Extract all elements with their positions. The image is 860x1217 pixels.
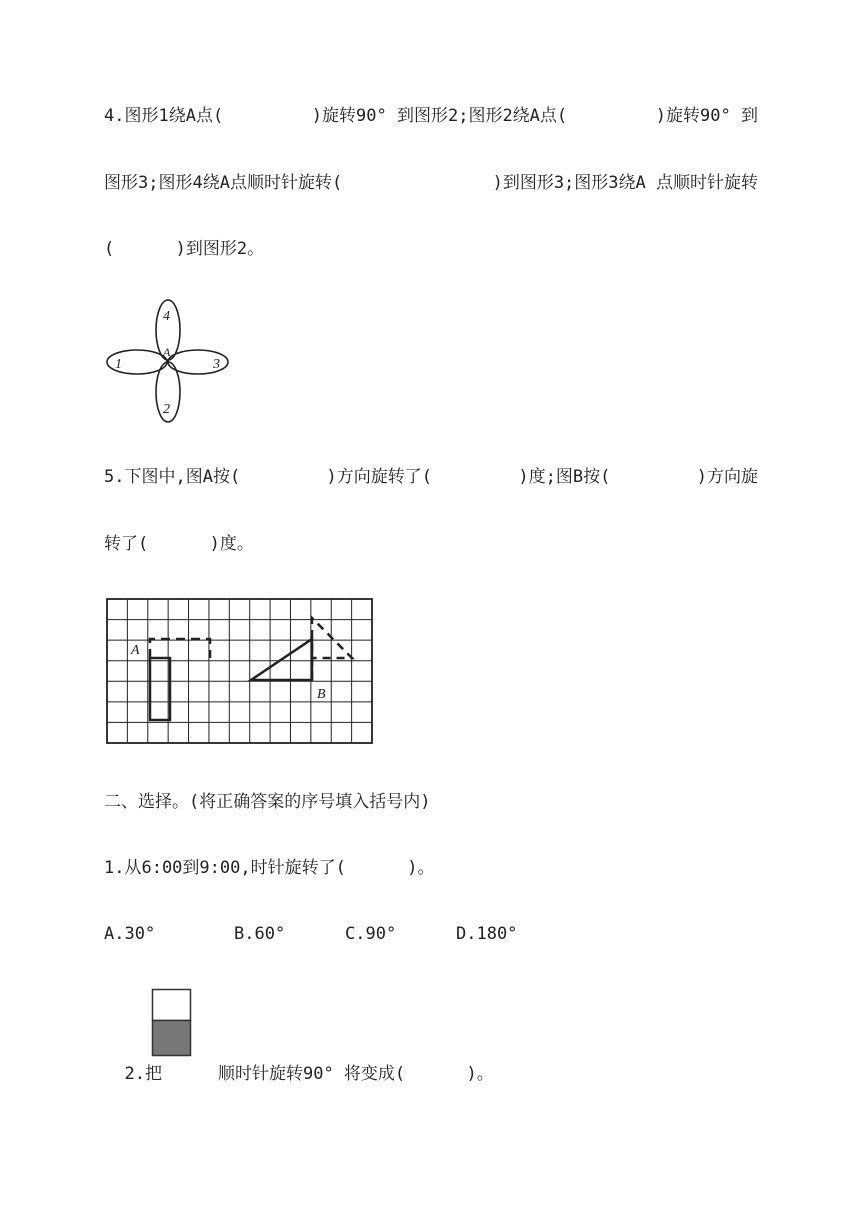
grid-label-a: A	[131, 643, 140, 658]
choice-1-options	[104, 922, 518, 1042]
option-c[interactable]: C.90°	[345, 924, 397, 944]
choice-1-question: 1.从6:00到9:00,时针旋转了( )。	[104, 858, 435, 878]
figure-a-dashed	[150, 639, 210, 658]
grid-label-b: B	[317, 687, 326, 702]
q4-line-1	[104, 104, 758, 128]
q4-text-1c: )旋转90° 到	[655, 106, 758, 126]
q4-blank-1[interactable]	[247, 104, 288, 128]
q5-line-1	[104, 465, 758, 489]
q4-text-1a: 4.图形1绕A点(	[104, 106, 224, 126]
q5-text-1c: )度;图B按(	[518, 467, 611, 487]
grid-border	[107, 599, 372, 743]
figure-a-solid	[150, 658, 170, 720]
q5-blank-3[interactable]	[633, 465, 674, 489]
q4-flower-figure	[100, 298, 235, 426]
choice-2-suffix: 顺时针旋转90° 将变成( )。	[217, 1064, 494, 1084]
q5-text-1a: 5.下图中,图A按(	[104, 467, 241, 487]
petal-label-2: 2	[163, 402, 170, 417]
q5-text-1d: )方向旋	[696, 467, 758, 487]
q4-text-1b: )旋转90° 到图形2;图形2绕A点(	[311, 106, 568, 126]
petal-label-4: 4	[163, 309, 170, 324]
figure-top-white	[153, 990, 191, 1021]
q4-text-2b: )到图形3;图形3绕A 点顺时针旋转	[492, 173, 758, 193]
q5-blank-1[interactable]	[263, 465, 304, 489]
q4-line-3: ( )到图形2。	[104, 239, 265, 259]
q4-line-2	[104, 171, 758, 195]
option-d[interactable]: D.180°	[456, 924, 518, 944]
q4-blank-3[interactable]	[397, 171, 438, 195]
q4-text-2a: 图形3;图形4绕A点顺时针旋转(	[104, 173, 343, 193]
q5-line-2: 转了( )度。	[104, 534, 254, 554]
half-shaded-square-figure	[151, 988, 193, 1058]
figure-b-solid	[251, 639, 312, 680]
section-2-title: 二、选择。(将正确答案的序号填入括号内)	[104, 792, 431, 812]
q5-blank-2[interactable]	[455, 465, 496, 489]
choice-2-prefix: 2.把	[124, 1064, 162, 1084]
q5-grid-figure	[104, 596, 376, 748]
option-a[interactable]: A.30°	[104, 924, 156, 944]
figure-b-dashed	[312, 618, 352, 680]
figure-bottom-gray	[153, 1021, 191, 1056]
petal-label-3: 3	[213, 357, 220, 372]
q4-blank-2[interactable]	[591, 104, 632, 128]
petal-label-1: 1	[115, 357, 122, 372]
option-b[interactable]: B.60°	[234, 924, 286, 944]
center-label-a: A	[163, 345, 171, 359]
q5-text-1b: )方向旋转了(	[326, 467, 433, 487]
